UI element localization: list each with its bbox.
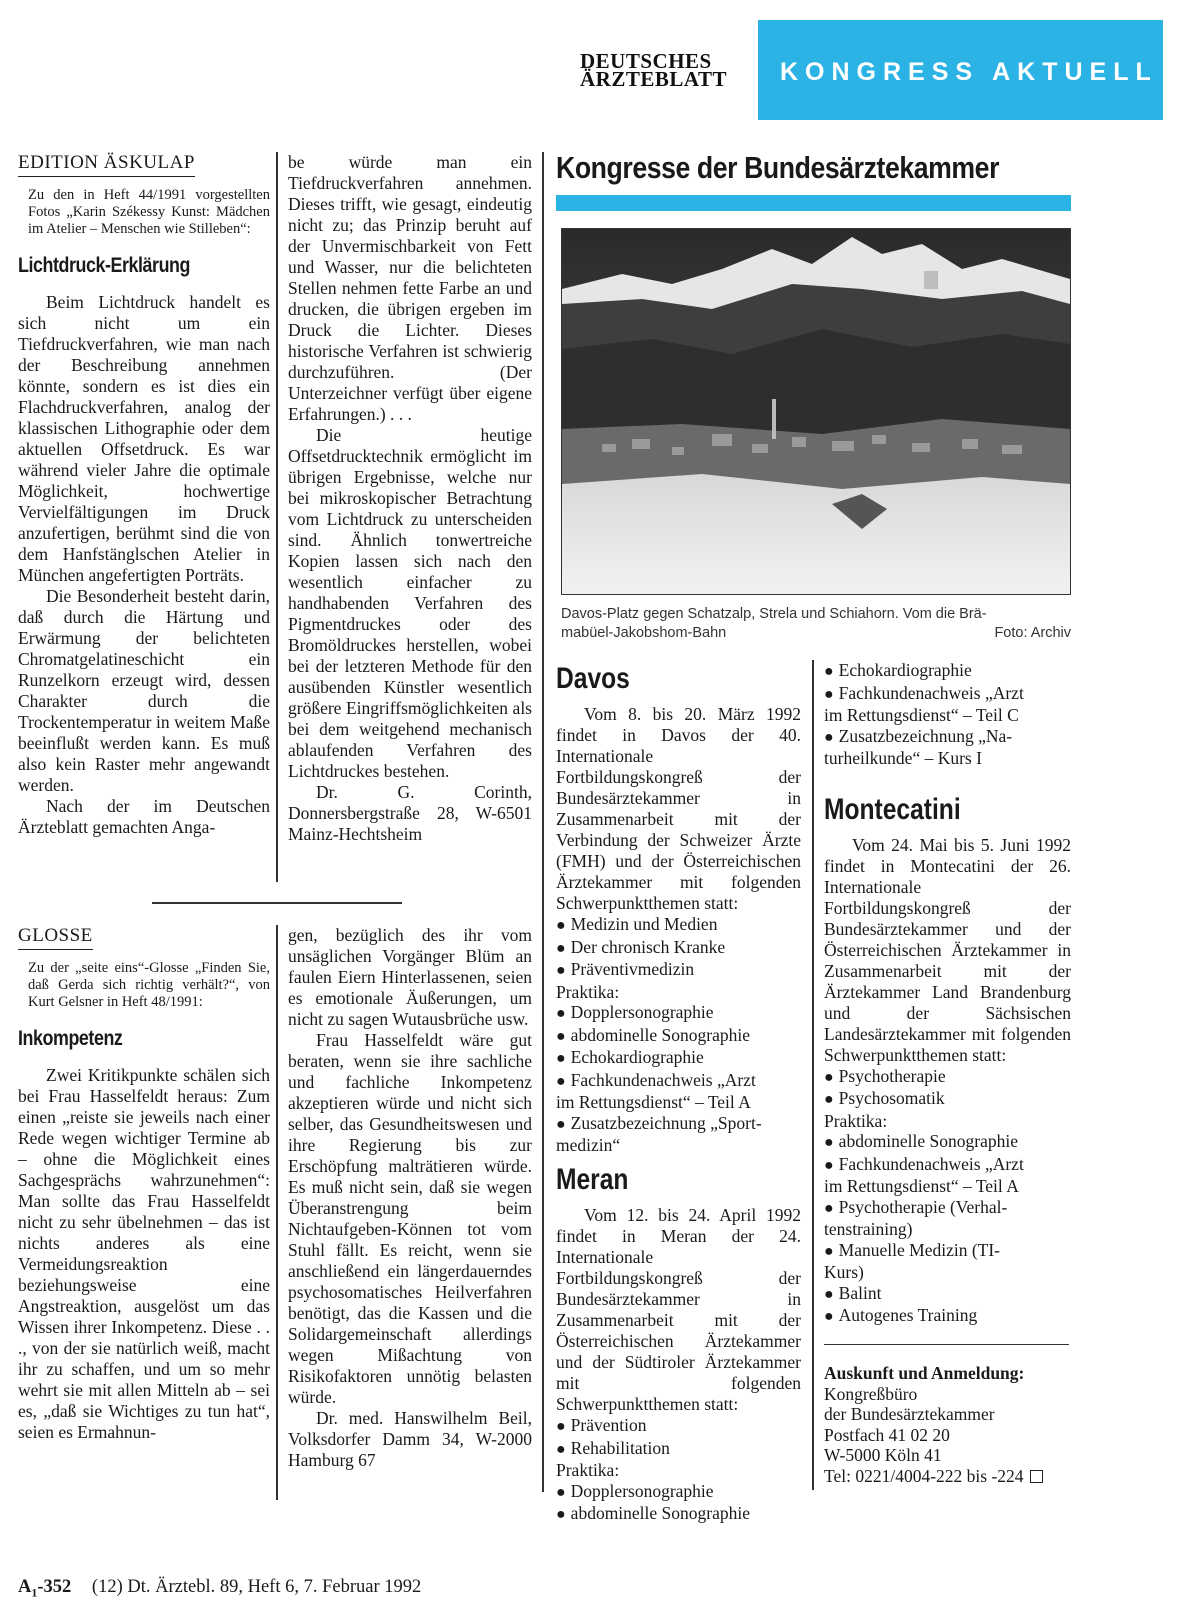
letter-body-col1 <box>18 292 270 838</box>
list-item: ● Echokardiographie <box>824 660 1071 683</box>
list-item-cont: im Rettungsdienst“ – Teil A <box>556 1092 751 1112</box>
masthead-line1: DEUTSCHES <box>580 49 712 73</box>
letter-body-col2 <box>288 925 532 1471</box>
letter-intro: Zu den in Heft 44/1991 vorgestellten Fotos „Karin Székessy Kunst: Mädchen im Atelier – Menschen wie Stilleben“: <box>28 187 270 237</box>
signature: Dr. med. Hanswilhelm Beil, Volksdorfer Damm 34, W-2000 Hamburg 67 <box>288 1408 532 1470</box>
davos-topics <box>556 914 801 1156</box>
section-banner <box>758 20 1163 120</box>
list-item: ● Präventivmedizin <box>556 959 801 982</box>
list-item: ● Medizin und Medien <box>556 914 801 937</box>
davos-text: Vom 8. bis 20. März 1992 findet in Davos der 40. Internationale Fortbildungskongreß der Bundesärztekammer in Zusammenarbeit mit der Verbindung der Schweizer Ärzte (FMH) und der Österreichischen Ärztekammer mit folgenden Schwerpunktthemen statt: <box>556 704 801 913</box>
montecatini-text-block <box>824 835 1071 1066</box>
letter-headline: Inkompetenz <box>18 1027 123 1050</box>
page-number-sub: 1 <box>31 1585 38 1600</box>
list-item: ● Rehabilitation <box>556 1438 801 1461</box>
column-divider <box>812 660 814 1490</box>
contact-separator <box>824 1344 1069 1346</box>
contact-heading: Auskunft und Anmeldung: <box>824 1363 1025 1383</box>
list-item: ● Zusatzbezeichnung „Sport- <box>556 1113 801 1136</box>
meran-text: Vom 12. bis 24. April 1992 findet in Meran der 24. Internationale Fortbildungskongreß der Bundesärztekammer in Zusammenarbeit mit der Österreichischen Ärztekammer und der Südtiroler Ärztekammer mit folgenden Schwerpunktthemen statt: <box>556 1205 801 1414</box>
letter-glosse <box>18 925 270 1443</box>
list-item-cont: im Rettungsdienst“ – Teil C <box>824 705 1019 725</box>
paragraph: Die Besonderheit besteht darin, daß durch die Härtung und Erwärmung der belichteten Chromatgelatineschicht ein Runzelkorn erzeugt wird, dessen Charakter durch die Trockentemperatur in weitem Maße beeinflußt werden kann. Es muß also kein Raster mehr angewandt werden. <box>18 586 270 795</box>
meran-section <box>556 1163 801 1526</box>
list-item-cont: medizin“ <box>556 1135 621 1155</box>
section-kicker: EDITION ÄSKULAP <box>18 152 195 177</box>
city-heading-montecatini: Montecatini <box>824 792 961 826</box>
praktika-label: Praktika: <box>556 981 620 1002</box>
meran-text-block <box>556 1205 801 1415</box>
letter-body-col2 <box>288 152 532 845</box>
list-item: ● Psychotherapie (Verhal- <box>824 1197 1071 1220</box>
contact-line: der Bundesärztekammer <box>824 1404 995 1424</box>
letter-edition-askulap <box>18 152 270 838</box>
montecatini-topics <box>824 1066 1071 1328</box>
list-item: ● abdominelle Sonographie <box>556 1025 801 1048</box>
list-item: ● Dopplersonographie <box>556 1481 801 1504</box>
paragraph: Nach der im Deutschen Ärzteblatt gemachten Anga- <box>18 796 270 837</box>
davos-topics-cont <box>824 660 1071 769</box>
city-heading-davos: Davos <box>556 662 630 695</box>
davos-photo <box>561 228 1071 595</box>
paragraph: gen, bezüglich des ihr vom unsäglichen Vorgänger Blüm an faulen Eiern Hinterlassenen, seien es emotionale Äußerungen, um nicht zu sagen Wutausbrüche usw. <box>288 925 532 1029</box>
list-item: ● Psychosomatik <box>824 1088 1071 1111</box>
contact-phone: Tel: 0221/4004-222 bis -224 <box>824 1465 1024 1486</box>
list-item: ● abdominelle Sonographie <box>824 1131 1071 1154</box>
city-heading-meran: Meran <box>556 1163 629 1196</box>
paragraph: Beim Lichtdruck handelt es sich nicht um ein Tiefdruckverfahren, wie man nach der Beschreibung annehmen könnte, sondern es ist dies ein Flachdruckverfahren, analog der klassischen Lithographie oder dem aktuellen Offsetdruck. Es war während vieler Jahre die optimale Möglichkeit, hochwertige Vervielfältigungen im Druck anzufertigen, berühmt sind die von dem Hanfstänglschen Atelier in München angefertigten Porträts. <box>18 292 270 585</box>
photo-caption <box>561 605 1071 643</box>
masthead-logo <box>580 49 727 91</box>
banner-label: KONGRESS AKTUELL <box>780 58 1158 86</box>
contact-box <box>824 1363 1071 1486</box>
headline-accent-bar <box>556 195 1071 211</box>
mountain-landscape-image <box>562 229 1070 594</box>
masthead-line2: ÄRZTEBLATT <box>580 67 727 91</box>
list-item: ● abdominelle Sonographie <box>556 1503 801 1526</box>
letter-headline: Lichtdruck-Erklärung <box>18 254 191 277</box>
signature: Dr. G. Corinth, Donnersbergstraße 28, W-6501 Mainz-Hechtsheim <box>288 782 532 844</box>
list-item-cont: turheilkunde“ – Kurs I <box>824 748 982 768</box>
caption-line1: Davos-Platz gegen Schatzalp, Strela und Schiahorn. Vom die Brä- <box>561 606 987 622</box>
praktika-label: Praktika: <box>824 1110 888 1131</box>
page-footer <box>18 1577 421 1601</box>
issue-info: (12) Dt. Ärztebl. 89, Heft 6, 7. Februar 1992 <box>91 1577 422 1597</box>
end-mark-icon <box>1030 1470 1043 1483</box>
davos-section <box>556 662 801 1156</box>
right-column <box>824 660 1071 1486</box>
article-separator <box>152 902 402 904</box>
list-item-cont: Kurs) <box>824 1262 864 1282</box>
main-headline: Kongresse der Bundesärztekammer <box>556 150 1000 185</box>
contact-line: W-5000 Köln 41 <box>824 1445 942 1465</box>
section-divider <box>542 152 544 1492</box>
praktika-label: Praktika: <box>556 1460 620 1480</box>
paragraph: Zwei Kritikpunkte schälen sich bei Frau Hasselfeldt heraus: Zum einen „reiste sie jeweils nach einer Rede wegen wichtiger Termine ab – ohne die Möglichkeit eines Sachgesprächs wahrzunehmen“: Man sollte das Frau Hasselfeldt nicht zu sehr übelnehmen – das ist nichts anderes als eine Vermeidungsreaktion beziehungsweise eine Angstreaktion, ausgelöst um das Wissen ihrer Inkompetenz. Diese . . ., von der sie natürlich weiß, macht ihr zu schaffen, und um so mehr wehrt sie mit allen Mitteln ab – sei es, „daß sie Wichtiges zu tun hat“, seien es Ermahnun- <box>18 1065 270 1442</box>
column-divider <box>276 925 278 1500</box>
list-item-cont: tenstraining) <box>824 1219 913 1239</box>
list-item: ● Fachkundenachweis „Arzt <box>556 1070 801 1093</box>
contact-line: Postfach 41 02 20 <box>824 1424 950 1445</box>
section-kicker: GLOSSE <box>18 925 93 950</box>
list-item: ● Manuelle Medizin (TI- <box>824 1240 1071 1263</box>
column-divider <box>276 152 278 882</box>
list-item: ● Der chronisch Kranke <box>556 937 801 960</box>
contact-line: Kongreßbüro <box>824 1383 918 1404</box>
list-item: ● Fachkundenachweis „Arzt <box>824 1154 1071 1177</box>
photo-credit: Foto: Archiv <box>994 625 1071 641</box>
davos-text-block <box>556 704 801 914</box>
list-item: ● Fachkundenachweis „Arzt <box>824 683 1071 706</box>
list-item-cont: im Rettungsdienst“ – Teil A <box>824 1176 1019 1196</box>
paragraph: Die heutige Offsetdrucktechnik ermöglicht im übrigen Ergebnisse, welche nur bei mikroskopischer Betrachtung vom Lichtdruck zu unterscheiden sind. Ähnlich tonwertreiche Kopien lassen sich nach den wesentlich einfacher zu handhabenden Verfahren des Pigmentdruckes oder des Bromöldruckes herstellen, wobei bei der letzteren Methode für den ausübenden Künstler wesentlich größere Eingriffsmöglichkeiten als bei dem weitgehend mechanisch ablaufenden Verfahren des Lichtdruckes bestehen. <box>288 425 532 781</box>
list-item: ● Dopplersonographie <box>556 1002 801 1025</box>
caption-line2: mabüel-Jakobshom-Bahn <box>561 625 727 641</box>
meran-topics <box>556 1415 801 1526</box>
page-number: -352 <box>37 1577 72 1597</box>
letter-body-col1 <box>18 1065 270 1443</box>
list-item: ● Balint <box>824 1283 1071 1306</box>
paragraph: be würde man ein Tiefdruckverfahren annehmen. Dieses trifft, wie gesagt, eindeutig nicht zu; das Prinzip beruht auf der Unvermischbarkeit von Fett und Wasser, nur die belichteten Stellen nehmen fette Farbe an und drucken, die übrigen ergeben im Druck die Lichter. Dieses historische Verfahren ist schwierig durchzuführen. (Der Unterzeichner verfügt über eigene Erfahrungen.) . . . <box>288 152 532 424</box>
list-item: ● Echokardiographie <box>556 1047 801 1070</box>
paragraph: Frau Hasselfeldt wäre gut beraten, wenn sie ihre sachliche und fachliche Inkompetenz akzeptieren würde und nicht sich selber, das Gesundheitswesen und ihre Regierung bis zur Erschöpfung malträtieren würde. Es muß nicht sein, daß sie wegen Überanstrengung beim Nichtaufgeben-Können tot vom Stuhl fällt. Es reicht, wenn sie anschließend ein längerdauerndes psychosomatisches Heilverfahren benötigt, das die Kassen und die Solidargemeinschaft allerdings wegen Mißachtung von Risikofaktoren unnötig belasten würde. <box>288 1030 532 1407</box>
list-item: ● Psychotherapie <box>824 1066 1071 1089</box>
list-item: ● Zusatzbezeichnung „Na- <box>824 726 1071 749</box>
letter-intro: Zu der „seite eins“-Glosse „Finden Sie, daß Gerda sich richtig verhält?“, von Kurt Gelsner in Heft 48/1991: <box>28 960 270 1010</box>
montecatini-text: Vom 24. Mai bis 5. Juni 1992 findet in Montecatini der 26. Internationale Fortbildungskongreß der Bundesärztekammer und der Österreichischen Ärztekammer in Zusammenarbeit mit der Ärztekammer Land Brandenburg und der Sächsischen Landesärztekammer mit folgenden Schwerpunktthemen statt: <box>824 834 1071 1065</box>
list-item: ● Autogenes Training <box>824 1305 1071 1328</box>
page-number-prefix: A <box>18 1577 32 1597</box>
list-item: ● Prävention <box>556 1415 801 1438</box>
